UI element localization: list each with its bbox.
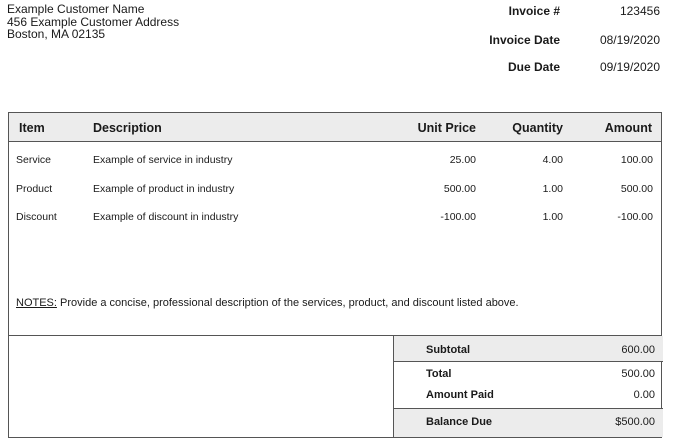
invoice-number-label: Invoice # xyxy=(508,4,560,18)
due-date-label: Due Date xyxy=(507,60,560,74)
customer-name: Example Customer Name xyxy=(7,2,145,16)
header-description: Description xyxy=(93,121,162,135)
header-amount: Amount xyxy=(604,121,652,135)
total-row xyxy=(394,368,663,386)
total-label: Total xyxy=(426,368,452,380)
table-header xyxy=(9,113,661,142)
cell-quantity: 1.00 xyxy=(542,211,563,223)
invoice-number-value: 123456 xyxy=(619,4,660,18)
table-row xyxy=(9,211,661,231)
cell-amount: 500.00 xyxy=(620,183,653,195)
invoice-date-value: 08/19/2020 xyxy=(599,33,660,47)
notes-text: Provide a concise, professional description of the services, product, and discount listed above. xyxy=(56,297,519,309)
header-quantity: Quantity xyxy=(512,121,563,135)
notes xyxy=(16,297,519,309)
cell-quantity: 1.00 xyxy=(542,183,563,195)
line-items-table xyxy=(8,112,662,336)
cell-amount: 100.00 xyxy=(620,154,653,166)
cell-item: Discount xyxy=(16,211,57,223)
total-value: 500.00 xyxy=(621,368,655,380)
table-row xyxy=(9,183,661,203)
totals-panel xyxy=(393,336,663,437)
amount-paid-value: 0.00 xyxy=(633,389,655,401)
invoice-meta xyxy=(0,0,674,80)
cell-amount: -100.00 xyxy=(617,211,653,223)
cell-description: Example of product in industry xyxy=(93,183,235,195)
cell-description: Example of discount in industry xyxy=(93,211,239,223)
amount-paid-label: Amount Paid xyxy=(426,389,494,401)
divider xyxy=(394,361,663,362)
subtotal-row xyxy=(394,336,663,361)
due-date-value: 09/19/2020 xyxy=(599,60,660,74)
totals-section xyxy=(8,336,662,438)
customer-address: 456 Example Customer Address xyxy=(7,14,180,29)
invoice-date-label: Invoice Date xyxy=(489,33,560,47)
balance-due-label: Balance Due xyxy=(426,416,493,428)
customer-city: Boston, MA 02135 xyxy=(7,27,106,41)
balance-due-row xyxy=(394,409,663,437)
balance-due-value: $500.00 xyxy=(615,416,655,428)
subtotal-label: Subtotal xyxy=(426,344,470,356)
cell-unit-price: -100.00 xyxy=(440,211,476,223)
subtotal-value: 600.00 xyxy=(621,344,655,356)
header-item: Item xyxy=(19,121,45,135)
cell-quantity: 4.00 xyxy=(542,154,563,166)
cell-item: Service xyxy=(16,154,52,166)
header-unit-price: Unit Price xyxy=(417,121,476,135)
cell-unit-price: 25.00 xyxy=(449,154,476,166)
cell-description: Example of service in industry xyxy=(93,154,233,166)
table-row xyxy=(9,154,661,174)
amount-paid-row xyxy=(394,389,663,407)
notes-label: NOTES: xyxy=(16,297,57,309)
cell-item: Product xyxy=(16,183,53,195)
cell-unit-price: 500.00 xyxy=(443,183,476,195)
